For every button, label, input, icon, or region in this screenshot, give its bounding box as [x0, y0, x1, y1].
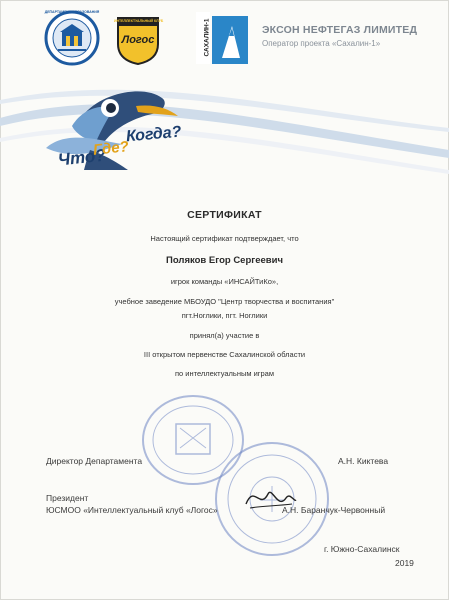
- certificate-title: СЕРТИФИКАТ: [187, 209, 262, 221]
- director-name: А.Н. Киктева: [338, 456, 389, 466]
- location-line: пгт.Ноглики, пгт. Ноглики: [181, 311, 268, 320]
- signature-scribble: [240, 480, 300, 516]
- team-line: игрок команды «ИНСАЙТиКо»,: [170, 277, 279, 286]
- president-name: А.Н. Баранчук-Червонный: [282, 505, 386, 515]
- department-education-emblem: [44, 10, 100, 66]
- footer-city: г. Южно-Сахалинск: [324, 544, 400, 554]
- brand-gde: Где?: [92, 138, 130, 159]
- brand-kogda: Когда?: [125, 123, 183, 146]
- president-title: Президент: [46, 493, 89, 503]
- institution-line: учебное заведение МБОУДО "Центр творчества и воспитания": [114, 297, 335, 306]
- exxon-subtitle: Оператор проекта «Сахалин-1»: [262, 39, 381, 48]
- president-org: ЮСМОО «Интеллектуальный клуб «Логос»: [46, 505, 218, 515]
- exxon-title: ЭКСОН НЕФТЕГАЗ ЛИМИТЕД: [262, 24, 418, 36]
- sakhalin-vertical-text: САХАЛИН-1: [203, 18, 211, 57]
- recipient-name: Поляков Егор Сергеевич: [166, 255, 283, 266]
- department-logo-text: ДЕПАРТАМЕНТ ОБРАЗОВАНИЯ: [44, 10, 100, 14]
- brand-chto: Что?: [57, 145, 107, 170]
- subject-line: по интеллектуальным играм: [174, 369, 275, 378]
- director-title: Директор Департамента: [46, 456, 143, 466]
- logos-club-top-text: ИНТЕЛЛЕКТУАЛЬНЫЙ КЛУБ: [114, 19, 164, 23]
- event-line: III открытом первенстве Сахалинской области: [143, 350, 306, 359]
- logos-club-name: Логос: [121, 34, 155, 46]
- certificate-intro: Настоящий сертификат подтверждает, что: [150, 234, 299, 243]
- footer-year: 2019: [395, 558, 414, 568]
- participation-line: принял(а) участие в: [189, 331, 260, 340]
